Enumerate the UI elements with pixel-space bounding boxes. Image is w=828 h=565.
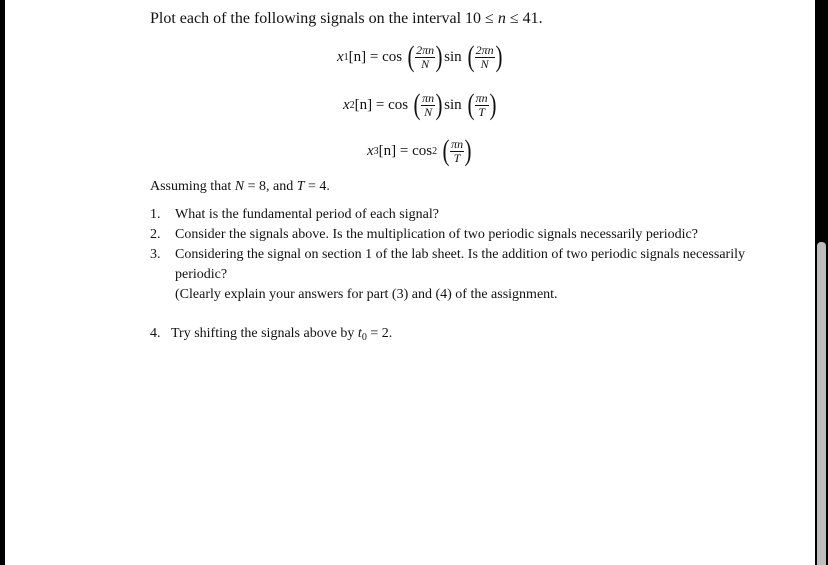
- fraction: $\frac{\pi n}{T}$: [451, 136, 464, 165]
- question-list: [150, 205, 750, 305]
- assumption-text: Assuming that N = 8, and T = 4.: [150, 179, 330, 194]
- equation-x3: x 3 [n] = cos 2 ( $\frac{\pi n}{T}$ ): [367, 134, 472, 167]
- document-page: [5, 0, 815, 565]
- explanation-note: (Clearly explain your answers for part (3) and (4) of the assignment.: [175, 287, 558, 302]
- fraction: $\frac{\pi n}{T}$: [475, 90, 488, 119]
- list-item: 1. What is the fundamental period of each signal?: [150, 207, 439, 222]
- equation-x2: x 2 [n] = cos ( $\frac{\pi n}{N}$ ) sin ( $\frac{\pi n}{T}$ ): [343, 88, 497, 121]
- list-item: 2. Consider the signals above. Is the multiplication of two periodic signals necessarily periodic?: [150, 227, 698, 242]
- list-item: 3. Considering the signal on section 1 of the lab sheet. Is the addition of two periodic signals necessarily periodic?: [150, 247, 745, 282]
- equation-x1: x 1 [n] = cos ( $\frac{2\pi n}{N}$ ) sin ( $\frac{2\pi n}{N}$ ): [337, 40, 503, 73]
- instructions-title: Plot each of the following signals on the interval 10 ≤ n ≤ 41.: [150, 10, 543, 27]
- scrollbar-track[interactable]: [815, 0, 828, 565]
- scrollbar-thumb[interactable]: [817, 242, 826, 565]
- fraction: $\frac{\pi n}{N}$: [422, 90, 435, 119]
- fraction: $\frac{2\pi n}{N}$: [475, 42, 494, 71]
- question-4: 4. Try shifting the signals above by $t_0 = 2$.: [150, 326, 393, 343]
- fraction: $\frac{2\pi n}{N}$: [416, 42, 435, 71]
